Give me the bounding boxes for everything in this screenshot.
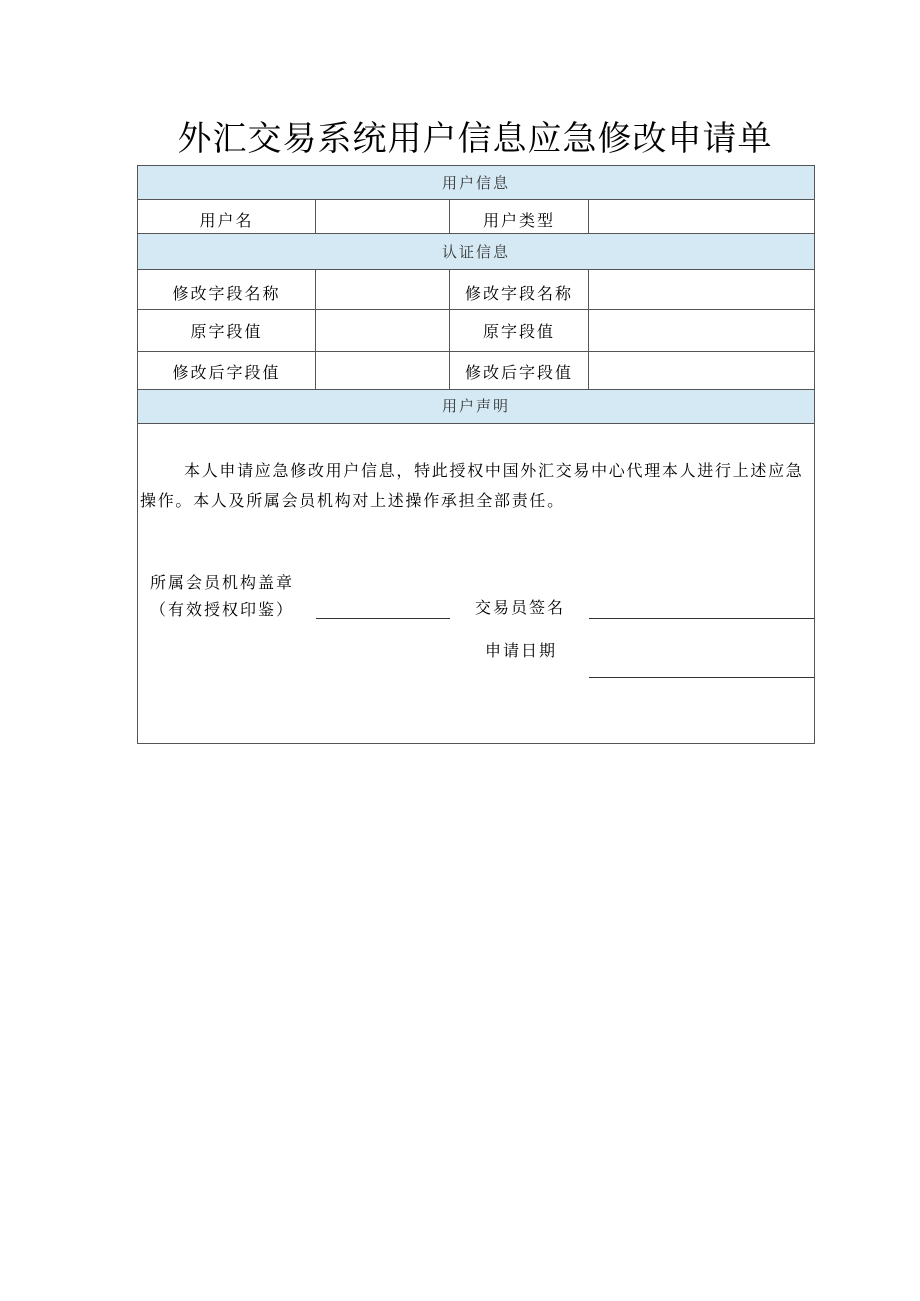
application-form bbox=[137, 165, 815, 744]
auth-row-original-value bbox=[138, 310, 814, 352]
application-date-label: 申请日期 bbox=[485, 641, 558, 660]
auth-row-new-value bbox=[138, 352, 814, 390]
username-field[interactable] bbox=[316, 200, 450, 233]
application-date-line[interactable] bbox=[589, 677, 814, 678]
new-value-field-2[interactable] bbox=[589, 352, 814, 390]
original-value-field[interactable] bbox=[316, 310, 450, 351]
section-header-declaration: 用户声明 bbox=[138, 389, 814, 424]
auth-row-field-name bbox=[138, 270, 814, 310]
form-title: 外汇交易系统用户信息应急修改申请单 bbox=[177, 119, 773, 159]
original-value-field-2[interactable] bbox=[589, 310, 814, 351]
field-name-field-2[interactable] bbox=[589, 270, 814, 309]
field-name-label: 修改字段名称 bbox=[138, 270, 316, 309]
new-value-label-2: 修改后字段值 bbox=[450, 352, 589, 390]
user-type-label: 用户类型 bbox=[450, 200, 589, 233]
seal-label bbox=[150, 569, 330, 623]
new-value-field[interactable] bbox=[316, 352, 450, 390]
section-header-auth-info: 认证信息 bbox=[138, 233, 814, 270]
seal-label-line1: 所属会员机构盖章 bbox=[150, 573, 295, 592]
seal-signature-line[interactable] bbox=[316, 618, 450, 619]
field-name-label-2: 修改字段名称 bbox=[450, 270, 589, 309]
original-value-label: 原字段值 bbox=[138, 310, 316, 351]
new-value-label: 修改后字段值 bbox=[138, 352, 316, 390]
trader-signature-label: 交易员签名 bbox=[475, 598, 566, 617]
field-name-field[interactable] bbox=[316, 270, 450, 309]
seal-label-line2: （有效授权印鉴） bbox=[150, 600, 295, 619]
original-value-label-2: 原字段值 bbox=[450, 310, 589, 351]
user-type-field[interactable] bbox=[589, 200, 814, 233]
section-header-user-info: 用户信息 bbox=[138, 166, 814, 200]
declaration-text: 本人申请应急修改用户信息，特此授权中国外汇交易中心代理本人进行上述应急操作。本人及所属会员机构对上述操作承担全部责任。 bbox=[140, 461, 804, 510]
user-info-row bbox=[138, 200, 814, 234]
username-label: 用户名 bbox=[138, 200, 316, 233]
trader-signature-line[interactable] bbox=[589, 618, 814, 619]
